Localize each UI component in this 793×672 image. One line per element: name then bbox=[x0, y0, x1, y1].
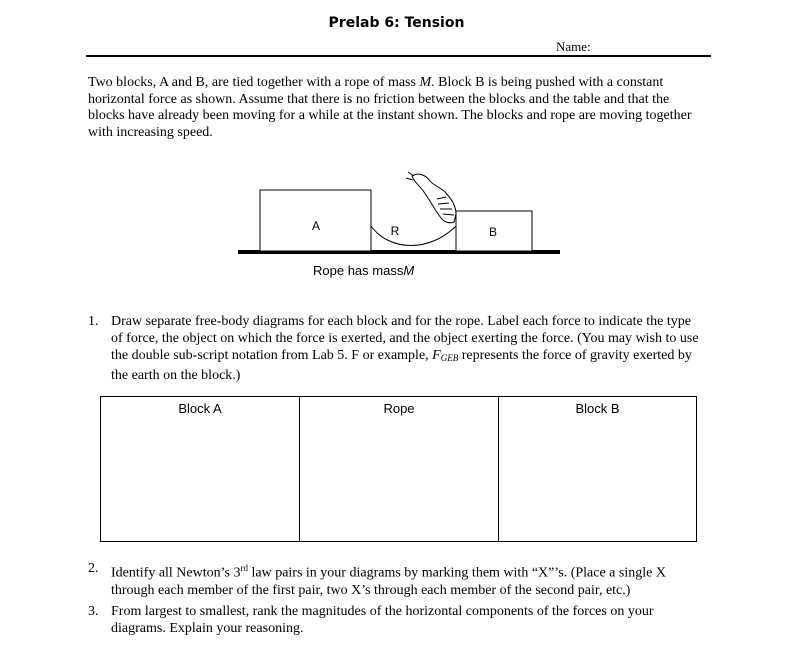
fbd-header-block-a: Block A bbox=[178, 401, 222, 416]
question-1-text: Draw separate free-body diagrams for each block and for the rope. Label each force to indicate the type of force, the object on which the force is exerted, and the object exerting the force. (You may wish to use the double sub-script notation from Lab 5. F or example, $F_{GEB}$ represents the force of gravity exerted by the earth on the block.) bbox=[111, 314, 699, 383]
block-b-label: B bbox=[488, 225, 498, 239]
question-3-text: From largest to smallest, rank the magnitudes of the horizontal components of the forces on your diagrams. Explain your reasoning. bbox=[111, 604, 654, 636]
fbd-header-rope: Rope bbox=[383, 401, 415, 416]
fbd-box-rope[interactable] bbox=[300, 397, 499, 541]
rope-caption: Rope has massM bbox=[313, 263, 415, 278]
question-1-number: 1. bbox=[88, 314, 99, 329]
header-rule bbox=[86, 55, 711, 57]
mass-symbol: M bbox=[419, 75, 432, 90]
question-3-number: 3. bbox=[88, 604, 99, 619]
question-2-number: 2. bbox=[88, 561, 99, 576]
fbd-table bbox=[100, 396, 697, 542]
intro-paragraph: Two blocks, A and B, are tied together with a rope of mass M. Block B is being pushed with a constant horizontal force as shown. Assume that there is no friction between the blocks and the table and that the blocks have already been moving for a while at the instant shown. The blocks and rope are moving together with increasing speed. bbox=[88, 75, 692, 140]
fbd-box-block-a[interactable] bbox=[101, 397, 300, 541]
fbd-box-block-b[interactable] bbox=[499, 397, 696, 541]
fbd-header-block-b: Block B bbox=[575, 401, 620, 416]
page-title: Prelab 6: Tension bbox=[328, 15, 465, 31]
name-label: Name: bbox=[556, 39, 591, 54]
hand-icon bbox=[406, 172, 456, 223]
question-2-text: Identify all Newton’s 3rd law pairs in your diagrams by marking them with “X”’s. (Place a single X through each member of the first pair, two X’s through each member of the second pair, etc.) bbox=[111, 563, 666, 598]
rope-curve bbox=[371, 226, 456, 246]
block-a-label: A bbox=[311, 219, 321, 233]
rope-label: R bbox=[390, 224, 400, 238]
blocks-figure bbox=[0, 165, 793, 265]
